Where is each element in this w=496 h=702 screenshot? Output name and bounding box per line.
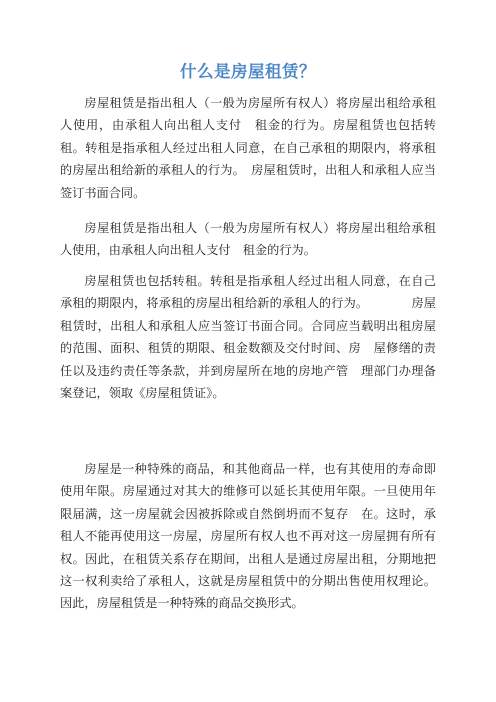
document-title: 什么是房屋租赁？ [180,62,316,81]
paragraph-2: 房屋租赁是指出租人（一般为房屋所有权人）将房屋出租给承租人使用，由承租人向出租人支付 租金的行为。 [60,221,436,258]
paragraph-1: 房屋租赁是指出租人（一般为房屋所有权人）将房屋出租给承租人使用，由承租人向出租人支付 租金的行为。房屋租赁也包括转租。转租是指承租人经过出租人同意，在自己承租的期限内，将承租的房屋出租给新的承租人的行为。 房屋租赁时，出租人和承租人应当签订书面合同。 [60,96,436,200]
paragraph-3: 房屋租赁也包括转租。转租是指承租人经过出租人同意，在自己承租的期限内，将承租的房屋出租给新的承租人的行为。 房屋租赁时，出租人和承租人应当签订书面合同。合同应当载明出租房屋的范围、面积、租赁的期限、租金数额及交付时间、房 屋修缮的责任以及违约责任等条款，并到房屋所在地的房地产管 理部门办理备案登记，领取《房屋租赁证》。 [60,274,436,401]
paragraph-4: 房屋是一种特殊的商品，和其他商品一样，也有其使用的寿命即使用年限。房屋通过对其大的维修可以延长其使用年限。一旦使用年限届满，这一房屋就会因被拆除或自然倒坍而不复存 在。这时，承租人不能再使用这一房屋，房屋所有权人也不再对这一房屋拥有所有权。因此，在租赁关系存在期间，出租人是通过房屋出租，分期地把这一权利卖给了承租人，这就是房屋租赁中的分期出售使用权理论。因此，房屋租赁是一种特殊的商品交换形式。 [60,462,436,611]
